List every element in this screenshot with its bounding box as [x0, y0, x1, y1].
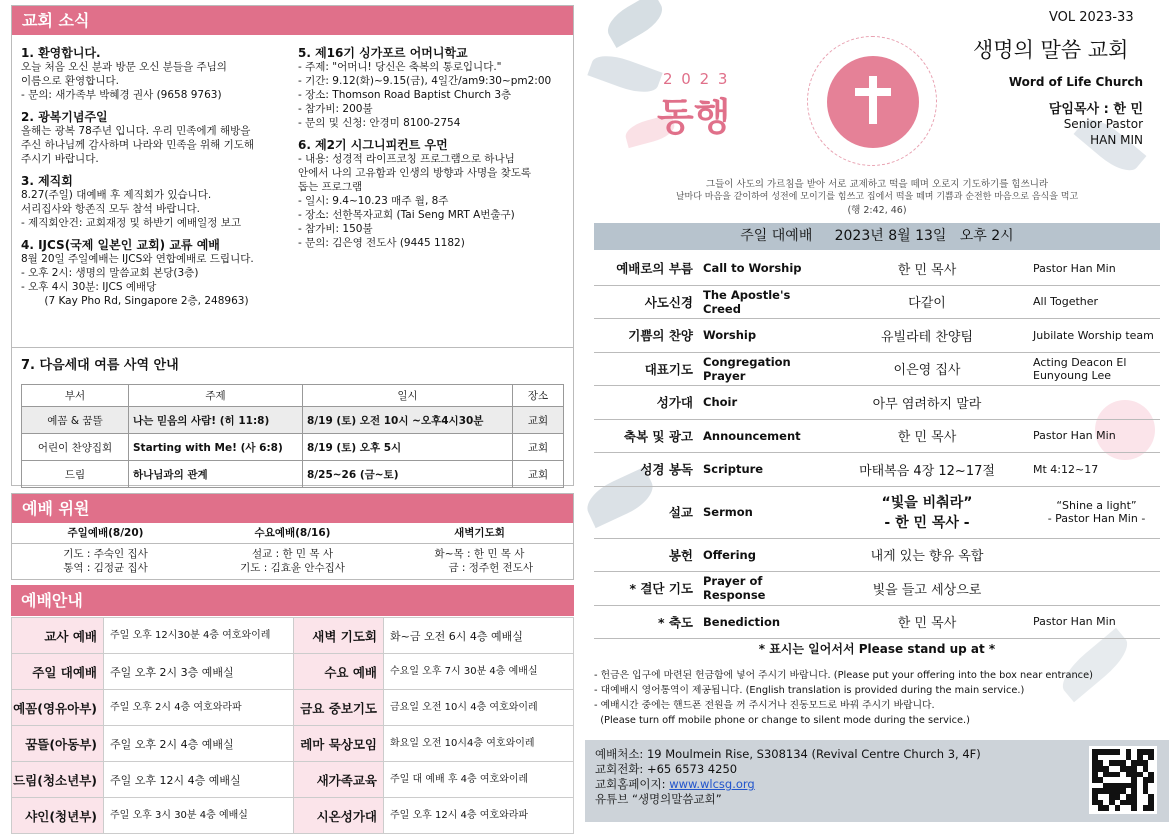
guide-cell: 수요 예배	[294, 654, 384, 690]
verse-line: 그들이 사도의 가르침을 받아 서로 교제하고 떡을 떼며 오로지 기도하기를 힘쓰니라	[705, 179, 1049, 190]
guide-cell: 주일 오후 12시 4층 여호와라파	[384, 798, 574, 834]
cross-icon	[869, 76, 877, 124]
guide-cell: 금요일 오전 10시 4층 여호와이레	[384, 690, 574, 726]
news-column-2	[298, 38, 573, 250]
col-header: 부서	[22, 385, 129, 407]
theme-year: 2 0 2 3	[663, 70, 730, 88]
news-item-line: - 장소: Thomson Road Baptist Church 3층	[298, 89, 512, 101]
order-leader-en: Acting Deacon El Eunyoung Lee	[1033, 355, 1127, 382]
worship-guide-header: 예배안내	[11, 585, 574, 616]
order-label-ko: 기쁨의 찬양	[628, 328, 693, 344]
footer-phone: 교회전화: +65 6573 4250	[595, 762, 738, 776]
news-column-1	[21, 38, 301, 308]
duty-line: 기도 : 주숙인 집사	[63, 548, 148, 560]
order-label-ko: 성경 봉독	[640, 462, 693, 478]
worship-duty-header: 예배 위원	[12, 494, 573, 523]
church-name-ko: 생명의 말씀 교회	[973, 38, 1129, 62]
guide-cell: 샤인(청년부)	[12, 798, 104, 834]
stand-note	[594, 640, 1160, 657]
table-row	[22, 461, 564, 488]
news-item-line: - 주제: "어머니! 당신은 축복의 통로입니다."	[298, 61, 502, 73]
news-item-line: (7 Kay Pho Rd, Singapore 2층, 248963)	[21, 295, 249, 307]
news-item-line: - 오후 2시: 생명의 말씀교회 본당(3층)	[21, 267, 199, 279]
leaf-decoration	[602, 0, 669, 48]
order-row	[594, 487, 1160, 539]
cross-icon-bar	[855, 88, 891, 96]
cell: 어린이 찬양집회	[22, 434, 129, 461]
duty-col	[12, 523, 199, 575]
pastor-en-name: HAN MIN	[1090, 133, 1143, 147]
order-leader-en: Pastor Han Min	[1033, 615, 1116, 629]
cell: 8/25~26 (금~토)	[303, 461, 513, 488]
order-row	[594, 572, 1160, 606]
order-label-en: Prayer of Response	[703, 574, 766, 603]
guide-row	[12, 690, 574, 726]
order-label-en: Congregation Prayer	[703, 354, 791, 383]
duty-columns	[12, 523, 573, 575]
news-item-heading: 3. 제직회	[21, 174, 73, 188]
order-leader: “빛을 비춰라” - 한 민 목사 -	[881, 495, 973, 531]
order-leader: 이은영 집사	[893, 363, 961, 379]
cell: 드림	[22, 461, 129, 488]
cell: 8/19 (토) 오후 5시	[303, 434, 513, 461]
qr-module	[1148, 805, 1154, 811]
cell: 교회	[513, 461, 564, 488]
theme-title: 동행	[657, 95, 731, 139]
order-leader-en: Mt 4:12~17	[1033, 462, 1099, 476]
guide-row	[12, 654, 574, 690]
order-label-ko: 축복 및 광고	[623, 428, 693, 444]
guide-cell: 새가족교육	[294, 762, 384, 798]
duty-line: 금 : 정주헌 전도사	[448, 562, 533, 574]
cell: 8/19 (토) 오전 10시 ~오후4시30분	[303, 407, 513, 434]
news-item-line: - 내용: 성경적 라이프코칭 프로그램으로 하나님	[298, 153, 515, 165]
news-item-line: - 참가비: 150불	[298, 223, 373, 235]
worship-guide-table	[11, 617, 574, 834]
guide-cell: 주일 오후 3시 30분 4층 예배실	[104, 798, 294, 834]
news-item-line: - 문의 및 신청: 안경미 8100-2754	[298, 117, 461, 129]
order-label-ko: 예배로의 부름	[616, 261, 693, 277]
order-leader-en: All Together	[1033, 295, 1099, 309]
order-leader-en: “Shine a light” - Pastor Han Min -	[1047, 499, 1146, 525]
guide-row	[12, 726, 574, 762]
col-header: 일시	[303, 385, 513, 407]
left-panel	[0, 0, 585, 826]
stand-note-text: * 표시는 일어서서 Please stand up at *	[758, 642, 996, 656]
guide-cell: 화요일 오전 10시4층 여호와이레	[384, 726, 574, 762]
order-row	[594, 453, 1160, 487]
order-row	[594, 319, 1160, 353]
cell: 교회	[513, 407, 564, 434]
order-leader: 유빌라테 찬양팀	[880, 329, 974, 345]
guide-cell: 새벽 기도회	[294, 618, 384, 654]
service-title-band: 주일 대예배 2023년 8월 13일 오후 2시	[594, 223, 1160, 250]
guide-cell: 시온성가대	[294, 798, 384, 834]
footer	[585, 740, 1169, 822]
news-item-line: 안에서 나의 고유함과 인생의 방향과 사명을 찾도록	[298, 167, 532, 179]
news-item-line: - 일시: 9.4~10.23 매주 월, 8주	[298, 195, 449, 207]
order-row	[594, 386, 1160, 420]
news-item-line: 올해는 광복 78주년 입니다. 우리 민족에게 해방을	[21, 125, 251, 137]
cell: 하나님과의 관계	[129, 461, 303, 488]
cell: 예꼼 & 꿈뜰	[22, 407, 129, 434]
guide-cell: 주일 오후 2시 4층 여호와라파	[104, 690, 294, 726]
guide-cell: 꿈뜰(아동부)	[12, 726, 104, 762]
order-label-en: Call to Worship	[703, 261, 802, 276]
duty-col	[386, 523, 573, 575]
order-label-en: Announcement	[703, 428, 801, 443]
order-label-en: Sermon	[703, 505, 753, 519]
news-item-line: 돕는 프로그램	[298, 181, 363, 193]
order-leader: 한 민 목사	[897, 262, 957, 278]
leaf-decoration	[587, 49, 662, 99]
footer-web	[595, 777, 981, 792]
guide-cell: 주일 대 예배 후 4층 여호와이레	[384, 762, 574, 798]
table-row	[22, 407, 564, 434]
guide-row	[12, 618, 574, 654]
order-leader: 빛을 들고 세상으로	[872, 582, 982, 598]
news-item-heading: 1. 환영합니다.	[21, 46, 101, 60]
notes	[594, 668, 1164, 728]
order-label-ko: * 결단 기도	[629, 581, 693, 597]
footer-info	[595, 747, 981, 807]
news-item-line: 8.27(주일) 대예배 후 제직회가 있습니다.	[21, 189, 212, 201]
duty-col-title: 수요예배(8/16)	[199, 523, 386, 544]
news-item-line: 8월 20일 주일예배는 IJCS와 연합예배로 드립니다.	[21, 253, 254, 265]
pastor-en-title: Senior Pastor	[1063, 117, 1143, 131]
news-item-line: - 제직회안건: 교회재정 및 하반기 예배일정 보고	[21, 217, 242, 229]
order-leader-en: Pastor Han Min	[1033, 429, 1116, 443]
note-line: - 헌금은 입구에 마련된 헌금함에 넣어 주시기 바랍니다. (Please put your offering into the box near entrance)	[594, 670, 1093, 681]
guide-cell: 교사 예배	[12, 618, 104, 654]
cell: Starting with Me! (사 6:8)	[129, 434, 303, 461]
note-line: - 예배시간 중에는 핸드폰 전원을 꺼 주시거나 진동모드로 바꿔 주시기 바랍니다.	[594, 700, 935, 711]
footer-youtube: 유튜브 “생명의말씀교회”	[595, 792, 722, 806]
order-leader: 내게 있는 향유 옥합	[870, 549, 984, 565]
cell: 나는 믿음의 사람! (히 11:8)	[129, 407, 303, 434]
note-line: (Please turn off mobile phone or change to silent mode during the service.)	[594, 715, 970, 726]
guide-cell: 주일 오후 12시30분 4층 여호와이레	[104, 618, 294, 654]
news-item-line: - 문의: 새가족부 박혜경 권사 (9658 9763)	[21, 89, 222, 101]
duty-line: 화~목 : 한 민 목 사	[434, 548, 525, 560]
footer-address: 예배처소: 19 Moulmein Rise, S308134 (Revival Centre Church 3, 4F)	[595, 747, 981, 761]
table-header-row	[22, 385, 564, 407]
order-label-ko: * 축도	[657, 614, 693, 630]
church-news-header: 교회 소식	[12, 6, 573, 35]
duty-col-title: 새벽기도회	[386, 523, 573, 544]
order-leader-en: Pastor Han Min	[1033, 261, 1116, 275]
footer-web-label: 교회홈페이지:	[595, 777, 670, 791]
duty-line: 통역 : 김정균 집사	[63, 562, 148, 574]
guide-cell: 수요일 오후 7시 30분 4층 예배실	[384, 654, 574, 690]
col-header: 장소	[513, 385, 564, 407]
guide-cell: 레마 묵상모임	[294, 726, 384, 762]
order-row	[594, 353, 1160, 387]
order-label-ko: 대표기도	[644, 361, 693, 377]
summer-ministry-table	[21, 384, 564, 488]
church-news-box	[11, 5, 574, 486]
church-name-en: Word of Life Church	[1008, 75, 1143, 89]
pastor-ko: 담임목사 : 한 민	[1048, 102, 1143, 117]
guide-row	[12, 798, 574, 834]
news-item-heading: 6. 제2기 시그니피컨트 우먼	[298, 138, 448, 152]
guide-cell: 드림(청소년부)	[12, 762, 104, 798]
news-item-heading: 5. 제16기 싱가포르 어머니학교	[298, 46, 468, 60]
order-label-ko: 설교	[668, 505, 693, 520]
news-item-line: - 오후 4시 30분: IJCS 예배당	[21, 281, 157, 293]
order-label-ko: 성가대	[656, 395, 693, 411]
order-label-en: Scripture	[703, 462, 764, 477]
news-item-line: 이름으로 환영합니다.	[21, 75, 119, 87]
news-item-line: - 장소: 선한목자교회 (Tai Seng MRT A번출구)	[298, 209, 515, 221]
news-item-line: 오늘 처음 오신 분과 방문 오신 분들을 주님의	[21, 61, 227, 73]
order-label-en: Worship	[703, 328, 757, 343]
order-label-en: Benediction	[703, 614, 781, 629]
col-header: 주제	[129, 385, 303, 407]
verse-line: 날마다 마음을 같이하여 성전에 모이기를 힘쓰고 집에서 떡을 떼며 기쁨과 순전한 마음으로 음식을 먹고	[675, 192, 1079, 202]
volume-label: VOL 2023-33	[1049, 10, 1134, 25]
order-row	[594, 420, 1160, 454]
guide-cell: 금요 중보기도	[294, 690, 384, 726]
duty-line: 설교 : 한 민 목 사	[251, 548, 334, 560]
order-label-ko: 봉헌	[668, 547, 693, 563]
guide-cell: 주일 오후 12시 4층 예배실	[104, 762, 294, 798]
order-label-ko: 사도신경	[644, 294, 693, 310]
website-link[interactable]: www.wlcsg.org	[669, 777, 755, 791]
note-line: - 대예배시 영어통역이 제공됩니다. (English translation is provided during the main service.)	[594, 685, 1025, 696]
order-of-worship	[594, 252, 1160, 639]
scripture-verse	[585, 178, 1169, 217]
guide-row	[12, 762, 574, 798]
order-leader: 마태복음 4장 12~17절	[859, 463, 995, 479]
order-leader: 한 민 목사	[897, 616, 957, 632]
duty-col-title: 주일예배(8/20)	[12, 523, 199, 544]
order-row	[594, 606, 1160, 640]
news-item-line: 주신 하나님께 감사하며 나라와 민족을 위해 기도해	[21, 139, 255, 151]
guide-cell: 주일 대예배	[12, 654, 104, 690]
order-row	[594, 539, 1160, 573]
duty-col	[199, 523, 386, 575]
guide-cell: 주일 오후 2시 3층 예배실	[104, 654, 294, 690]
order-leader-en: Jubilate Worship team	[1033, 328, 1154, 342]
divider	[12, 347, 573, 348]
news-item-line: 주시기 바랍니다.	[21, 153, 99, 165]
order-label-en: Choir	[703, 395, 738, 410]
summer-ministry-title: 7. 다음세대 여름 사역 안내	[21, 358, 179, 373]
news-item-line: - 기간: 9.12(화)~9.15(금), 4일간/am9:30~pm2:00	[298, 75, 552, 87]
news-item-line: 서리집사와 항존직 모두 참석 바랍니다.	[21, 203, 200, 215]
guide-cell: 예꼼(영유아부)	[12, 690, 104, 726]
worship-guide-box	[11, 585, 574, 824]
worship-duty-box	[11, 493, 574, 580]
guide-cell: 주일 오후 2시 4층 예배실	[104, 726, 294, 762]
news-item-heading: 2. 광복기념주일	[21, 110, 108, 124]
news-item-line: - 참가비: 200불	[298, 103, 373, 115]
duty-line: 기도 : 김효윤 안수집사	[240, 562, 345, 574]
table-row	[22, 434, 564, 461]
order-label-en: The Apostle's Creed	[703, 287, 791, 316]
cell: 교회	[513, 434, 564, 461]
news-item-line: - 문의: 김은영 전도사 (9445 1182)	[298, 237, 465, 249]
order-leader: 아무 염려하지 말라	[872, 396, 982, 412]
order-row	[594, 252, 1160, 286]
news-item-heading: 4. IJCS(국제 일본인 교회) 교류 예배	[21, 238, 220, 252]
qr-code-icon[interactable]	[1089, 746, 1157, 814]
guide-cell: 화~금 오전 6시 4층 예배실	[384, 618, 574, 654]
verse-ref: (행 2:42, 46)	[847, 205, 907, 216]
order-row	[594, 286, 1160, 320]
order-leader: 다같이	[908, 296, 946, 312]
order-leader: 한 민 목사	[897, 430, 957, 446]
order-label-en: Offering	[703, 547, 756, 562]
